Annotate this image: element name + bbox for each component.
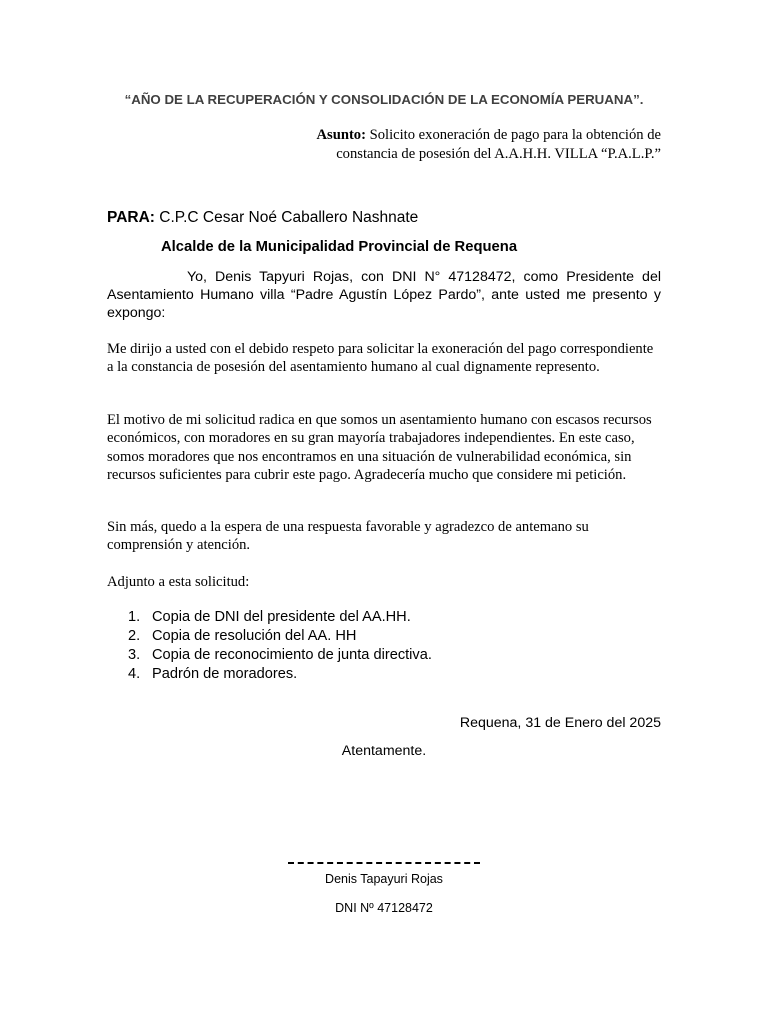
- list-item-text: Copia de reconocimiento de junta directiva.: [152, 647, 432, 663]
- signature-line: [288, 862, 480, 864]
- list-item-text: Padrón de moradores.: [152, 666, 298, 682]
- list-item: [128, 646, 432, 665]
- attachments-list: [128, 608, 432, 684]
- body-paragraph-2: El motivo de mi solicitud radica en que somos un asentamiento humano con escasos recursos económicos, con moradores en su gran mayoría trabajadores independientes. En este caso, somos moradores que nos encontramos en una situación de vulnerabilidad económica, sin recursos suficientes para cubrir este pago. Agradecería mucho que considere mi petición.: [107, 412, 652, 483]
- list-item: [128, 608, 432, 627]
- signature-dni: DNI Nº 47128472: [335, 901, 433, 915]
- subject-line-2: constancia de posesión del A.A.H.H. VILLA “P.A.L.P.”: [336, 145, 661, 162]
- attachments-intro: Adjunto a esta solicitud:: [107, 574, 250, 590]
- body-paragraph-3: Sin más, quedo a la espera de una respuesta favorable y agradezco de antemano su comprensión y atención.: [107, 519, 589, 554]
- closing-label: Atentamente.: [341, 743, 427, 759]
- addressee-label: PARA:: [107, 209, 155, 226]
- place-and-date: Requena, 31 de Enero del 2025: [459, 715, 661, 731]
- body-paragraph-1: Me dirijo a usted con el debido respeto para solicitar la exoneración del pago correspondiente a la constancia de posesión del asentamiento humano al cual dignamente represento.: [107, 341, 654, 376]
- list-item: [128, 627, 432, 646]
- addressee-title: Alcalde de la Municipalidad Provincial de Requena: [161, 239, 518, 255]
- list-item-number: 4.: [128, 666, 141, 682]
- intro-text: Yo, Denis Tapyuri Rojas, con DNI N° 47128472, como Presidente del Asentamiento Humano villa “Padre Agustín López Pardo”, ante usted me presento y expongo:: [107, 269, 661, 321]
- subject-block: [300, 126, 661, 163]
- list-item-number: 2.: [128, 628, 141, 644]
- subject-line-1: Solicito exoneración de pago para la obtención de: [369, 127, 661, 143]
- addressee-line: [107, 209, 418, 227]
- list-item-number: 1.: [128, 609, 141, 625]
- list-item: [128, 665, 432, 684]
- document-motto: “AÑO DE LA RECUPERACIÓN Y CONSOLIDACIÓN DE LA ECONOMÍA PERUANA”.: [124, 92, 644, 107]
- closing-text: [0, 743, 768, 759]
- subject-label: Asunto:: [316, 127, 366, 143]
- addressee-name: C.P.C Cesar Noé Caballero Nashnate: [159, 209, 419, 226]
- signature-name: Denis Tapayuri Rojas: [325, 872, 443, 886]
- intro-paragraph: [107, 268, 661, 322]
- list-item-number: 3.: [128, 647, 141, 663]
- list-item-text: Copia de resolución del AA. HH: [152, 628, 357, 644]
- list-item-text: Copia de DNI del presidente del AA.HH.: [152, 609, 411, 625]
